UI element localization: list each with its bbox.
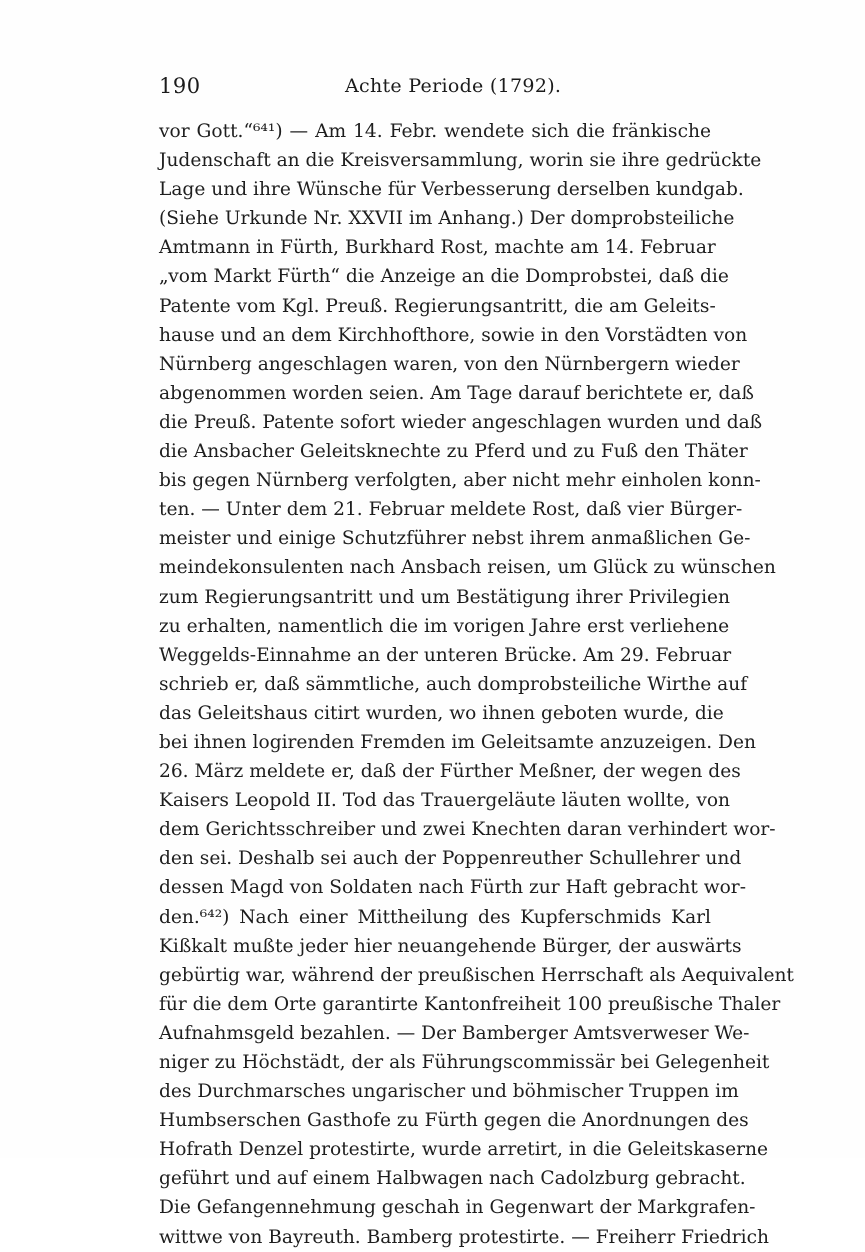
text-line: für die dem Orte garantirte Kantonfreiheit 100 preußische Thaler	[159, 993, 781, 1015]
text-line: Kaisers Leopold II. Tod das Trauergeläute läuten wollte, von	[159, 790, 731, 812]
text-line: meister und einige Schutzführer nebst ihrem anmaßlichen Ge-	[159, 528, 751, 550]
text-line: Hofrath Denzel protestirte, wurde arretirt, in die Geleitskaserne	[159, 1139, 768, 1161]
text-line: 26. März meldete er, daß der Fürther Meßner, der wegen des	[159, 761, 741, 783]
text-line: Patente vom Kgl. Preuß. Regierungsantritt, die am Geleits-	[159, 295, 716, 317]
text-line: das Geleitshaus citirt wurden, wo ihnen geboten wurde, die	[159, 702, 724, 724]
text-line: abgenommen worden seien. Am Tage darauf berichtete er, daß	[159, 382, 754, 404]
text-line: bis gegen Nürnberg verfolgten, aber nicht mehr einholen konn-	[159, 470, 761, 492]
text-line: die Ansbacher Geleitsknechte zu Pferd und zu Fuß den Thäter	[159, 441, 748, 463]
text-line: des Durchmarsches ungarischer und böhmischer Truppen im	[159, 1081, 739, 1103]
text-line: (Siehe Urkunde Nr. XXVII im Anhang.) Der domprobsteiliche	[159, 208, 735, 230]
running-head: Achte Periode (1792).	[345, 75, 562, 97]
text-line: zu erhalten, namentlich die im vorigen Jahre erst verliehene	[159, 615, 730, 637]
text-line: die Preuß. Patente sofort wieder angeschlagen wurden und daß	[159, 411, 763, 433]
body-text	[159, 117, 794, 1252]
text-line: vor Gott.“⁶⁴¹) — Am 14. Febr. wendete sich die fränkische	[159, 121, 711, 142]
page-number: 190	[159, 74, 201, 98]
text-line: gebürtig war, während der preußischen Herrschaft als Aequivalent	[159, 964, 794, 986]
text-line: dem Gerichtsschreiber und zwei Knechten daran verhindert wor-	[159, 819, 776, 841]
text-line: Amtmann in Fürth, Burkhard Rost, machte am 14. Februar	[159, 237, 716, 259]
text-line: zum Regierungsantritt und um Bestätigung ihrer Privilegien	[159, 586, 730, 608]
text-line: wittwe von Bayreuth. Bamberg protestirte. — Freiherr Friedrich	[159, 1226, 769, 1248]
text-line: meindekonsulenten nach Ansbach reisen, um Glück zu wünschen	[159, 557, 776, 579]
text-line: „vom Markt Fürth“ die Anzeige an die Domprobstei, daß die	[159, 266, 729, 288]
text-line: Lage und ihre Wünsche für Verbesserung derselben kundgab.	[159, 179, 744, 201]
text-line: Nürnberg angeschlagen waren, von den Nürnbergern wieder	[159, 353, 740, 375]
text-line: hause und an dem Kirchhofthore, sowie in den Vorstädten von	[159, 324, 748, 346]
text-line: Judenschaft an die Kreisversammlung, worin sie ihre gedrückte	[159, 150, 762, 172]
text-line: ten. — Unter dem 21. Februar meldete Rost, daß vier Bürger-	[159, 499, 743, 521]
text-line: Humbserschen Gasthofe zu Fürth gegen die Anordnungen des	[159, 1110, 749, 1132]
text-line: dessen Magd von Soldaten nach Fürth zur Haft gebracht wor-	[159, 877, 746, 899]
page-header	[159, 70, 711, 104]
text-line: geführt und auf einem Halbwagen nach Cadolzburg gebracht.	[159, 1168, 746, 1190]
text-line: schrieb er, daß sämmtliche, auch domprobsteiliche Wirthe auf	[159, 673, 748, 695]
text-line: Die Gefangennehmung geschah in Gegenwart der Markgrafen-	[159, 1197, 756, 1219]
text-line: den.⁶⁴²) Nach einer Mittheilung des Kupferschmids Karl	[159, 906, 711, 928]
text-line: niger zu Höchstädt, der als Führungscommissär bei Gelegenheit	[159, 1052, 770, 1073]
text-line: bei ihnen logirenden Fremden im Geleitsamte anzuzeigen. Den	[159, 731, 756, 753]
text-line: den sei. Deshalb sei auch der Poppenreuther Schullehrer und	[159, 848, 742, 870]
text-line: Kißkalt mußte jeder hier neuangehende Bürger, der auswärts	[159, 935, 742, 957]
text-line: Weggelds-Einnahme an der unteren Brücke. Am 29. Februar	[159, 644, 732, 666]
text-line: Aufnahmsgeld bezahlen. — Der Bamberger Amtsverweser We-	[159, 1022, 750, 1044]
